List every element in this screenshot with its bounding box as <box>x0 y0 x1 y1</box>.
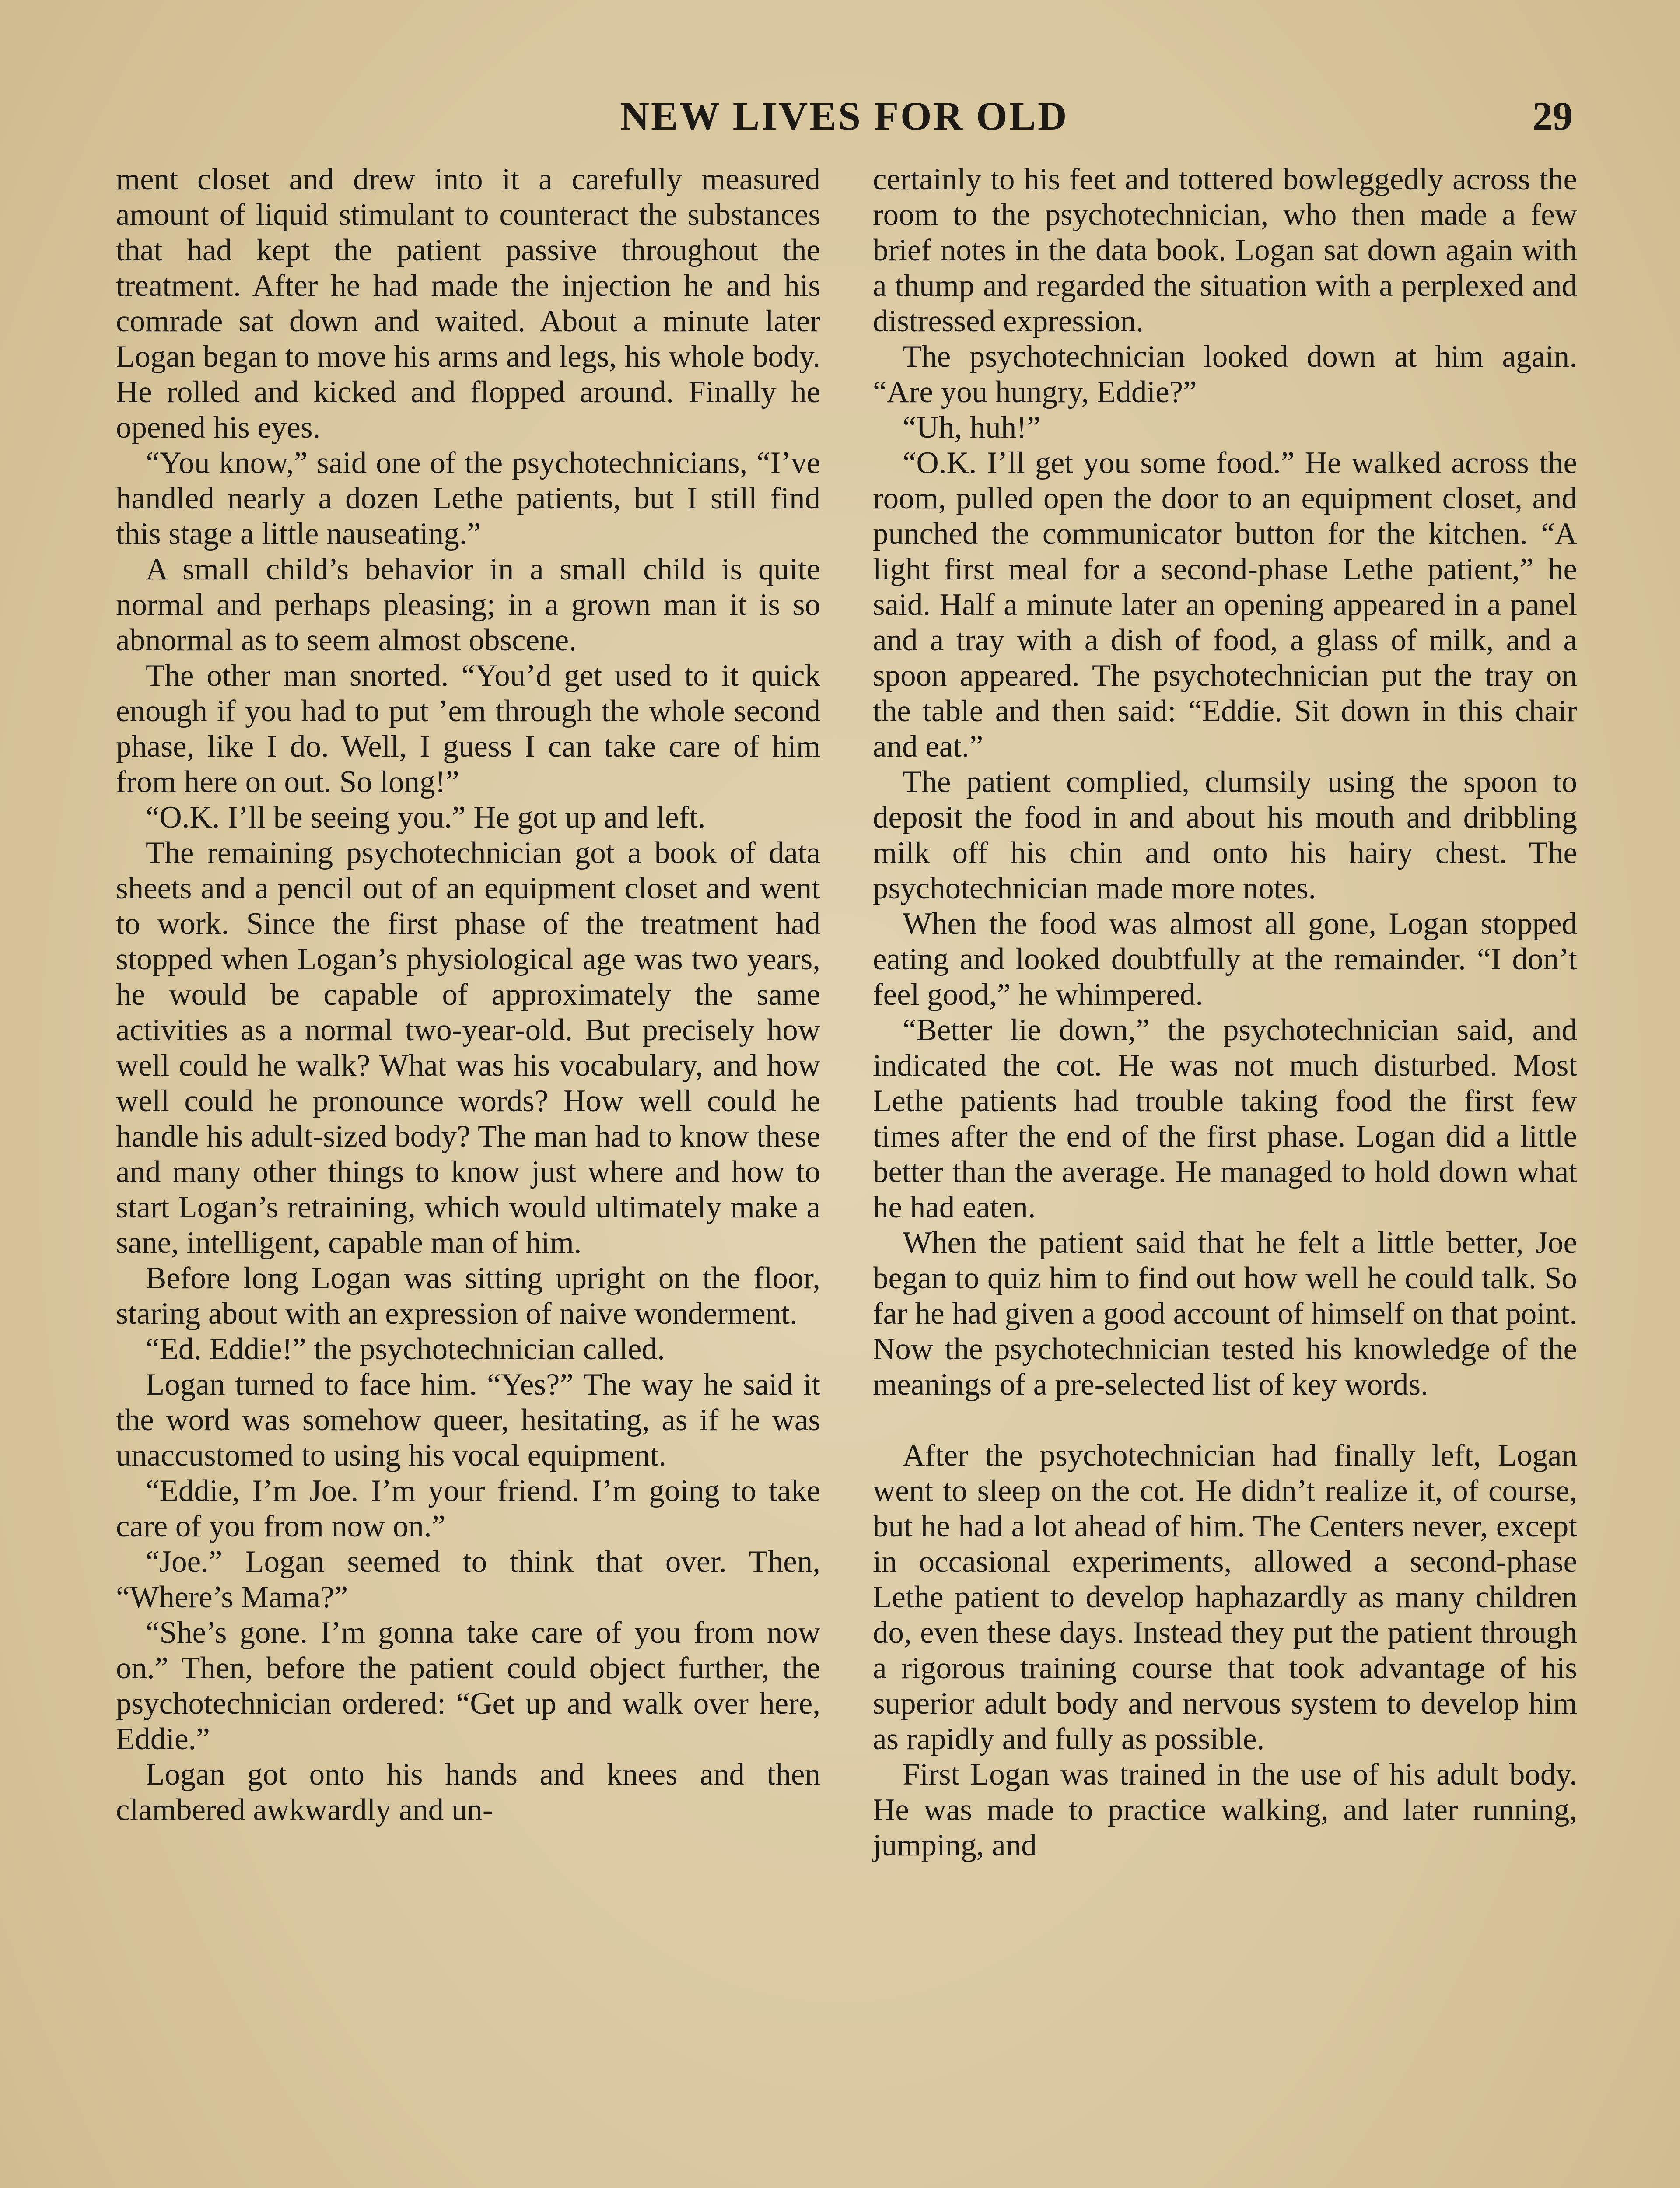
paragraph: The remaining psychotechnician got a book of data sheets and a pencil out of an equipment closet and went to work. Since the first phase of the treatment had stopped when Logan’s physiological age was two years, he would be capable of approximately the same activities as a normal two-year-old. But precisely how well could he walk? What was his vocabulary, and how well could he pronounce words? How well could he handle his adult-sized body? The man had to know these and many other things to know just where and how to start Logan’s retraining, which would ultimately make a sane, intelligent, capable man of him. <box>116 836 820 1260</box>
paragraph: The other man snorted. “You’d get used to it quick enough if you had to put ’em through the whole second phase, like I do. Well, I guess I can take care of him from here on out. So long!” <box>116 659 820 799</box>
paragraph: ment closet and drew into it a carefully measured amount of liquid stimulant to counteract the substances that had kept the patient passive throughout the treatment. After he had made the injection he and his comrade sat down and waited. About a minute later Logan began to move his arms and legs, his whole body. He rolled and kicked and flopped around. Finally he opened his eyes. <box>116 162 820 445</box>
paragraph: “Ed. Eddie!” the psychotechnician called. <box>146 1332 665 1366</box>
paragraph: The psychotechnician looked down at him again. “Are you hungry, Eddie?” <box>873 340 1577 409</box>
paragraph: When the food was almost all gone, Logan stopped eating and looked doubtfully at the remainder. “I don’t feel good,” he whimpered. <box>873 907 1577 1012</box>
paragraph: “O.K. I’ll get you some food.” He walked across the room, pulled open the door to an equipment closet, and punched the communicator button for the kitchen. “A light first meal for a second-phase Lethe patient,” he said. Half a minute later an opening appeared in a panel and a tray with a dish of food, a glass of milk, and a spoon appeared. The psychotechnician put the tray on the table and then said: “Eddie. Sit down in this chair and eat.” <box>873 446 1577 764</box>
paragraph: “Uh, huh!” <box>903 410 1041 445</box>
paragraph: Logan got onto his hands and knees and then clambered awkwardly and un- <box>116 1757 820 1827</box>
paragraph: First Logan was trained in the use of his adult body. He was made to practice walking, and later running, jumping, and <box>873 1757 1577 1862</box>
paragraph: “She’s gone. I’m gonna take care of you from now on.” Then, before the patient could object further, the psychotechnician ordered: “Get up and walk over here, Eddie.” <box>116 1616 820 1756</box>
page-header <box>116 83 1573 149</box>
paragraph: “O.K. I’ll be seeing you.” He got up and left. <box>146 800 706 835</box>
right-column <box>873 162 1577 1863</box>
running-head: NEW LIVES FOR OLD <box>620 94 1069 138</box>
paragraph: The patient complied, clumsily using the spoon to deposit the food in and about his mouth and dribbling milk off his chin and onto his hairy chest. The psychotechnician made more notes. <box>873 765 1577 905</box>
paragraph: Before long Logan was sitting upright on the floor, staring about with an expression of naive wonderment. <box>116 1261 820 1331</box>
paragraph: “Eddie, I’m Joe. I’m your friend. I’m going to take care of you from now on.” <box>116 1474 820 1543</box>
paragraph: “Joe.” Logan seemed to think that over. Then, “Where’s Mama?” <box>116 1545 820 1614</box>
paragraph: certainly to his feet and tottered bowleggedly across the room to the psychotechnician, who then made a few brief notes in the data book. Logan sat down again with a thump and regarded the situation with a perplexed and distressed expression. <box>873 162 1577 338</box>
paragraph: “Better lie down,” the psychotechnician said, and indicated the cot. He was not much disturbed. Most Lethe patients had trouble taking food the first few times after the end of the first phase. Logan did a little better than the average. He managed to hold down what he had eaten. <box>873 1013 1577 1224</box>
paragraph: “You know,” said one of the psychotechnicians, “I’ve handled nearly a dozen Lethe patients, but I still find this stage a little nauseating.” <box>116 446 820 551</box>
paragraph: When the patient said that he felt a little better, Joe began to quiz him to find out how well he could talk. So far he had given a good account of himself on that point. Now the psychotechnician tested his knowledge of the meanings of a pre-selected list of key words. <box>873 1226 1577 1402</box>
paragraph: A small child’s behavior in a small child is quite normal and perhaps pleasing; in a grown man it is so abnormal as to seem almost obscene. <box>116 552 820 657</box>
paragraph: After the psychotechnician had finally left, Logan went to sleep on the cot. He didn’t realize it, of course, but he had a lot ahead of him. The Centers never, except in occasional experiments, allowed a second-phase Lethe patient to develop haphazardly as many children do, even these days. Instead they put the patient through a rigorous training course that took advantage of his superior adult body and nervous system to develop him as rapidly and fully as possible. <box>873 1438 1577 1756</box>
left-column <box>116 162 820 1828</box>
paragraph: Logan turned to face him. “Yes?” The way he said it the word was somehow queer, hesitating, as if he was unaccustomed to using his vocal equipment. <box>116 1368 820 1473</box>
page-number: 29 <box>1533 94 1573 138</box>
